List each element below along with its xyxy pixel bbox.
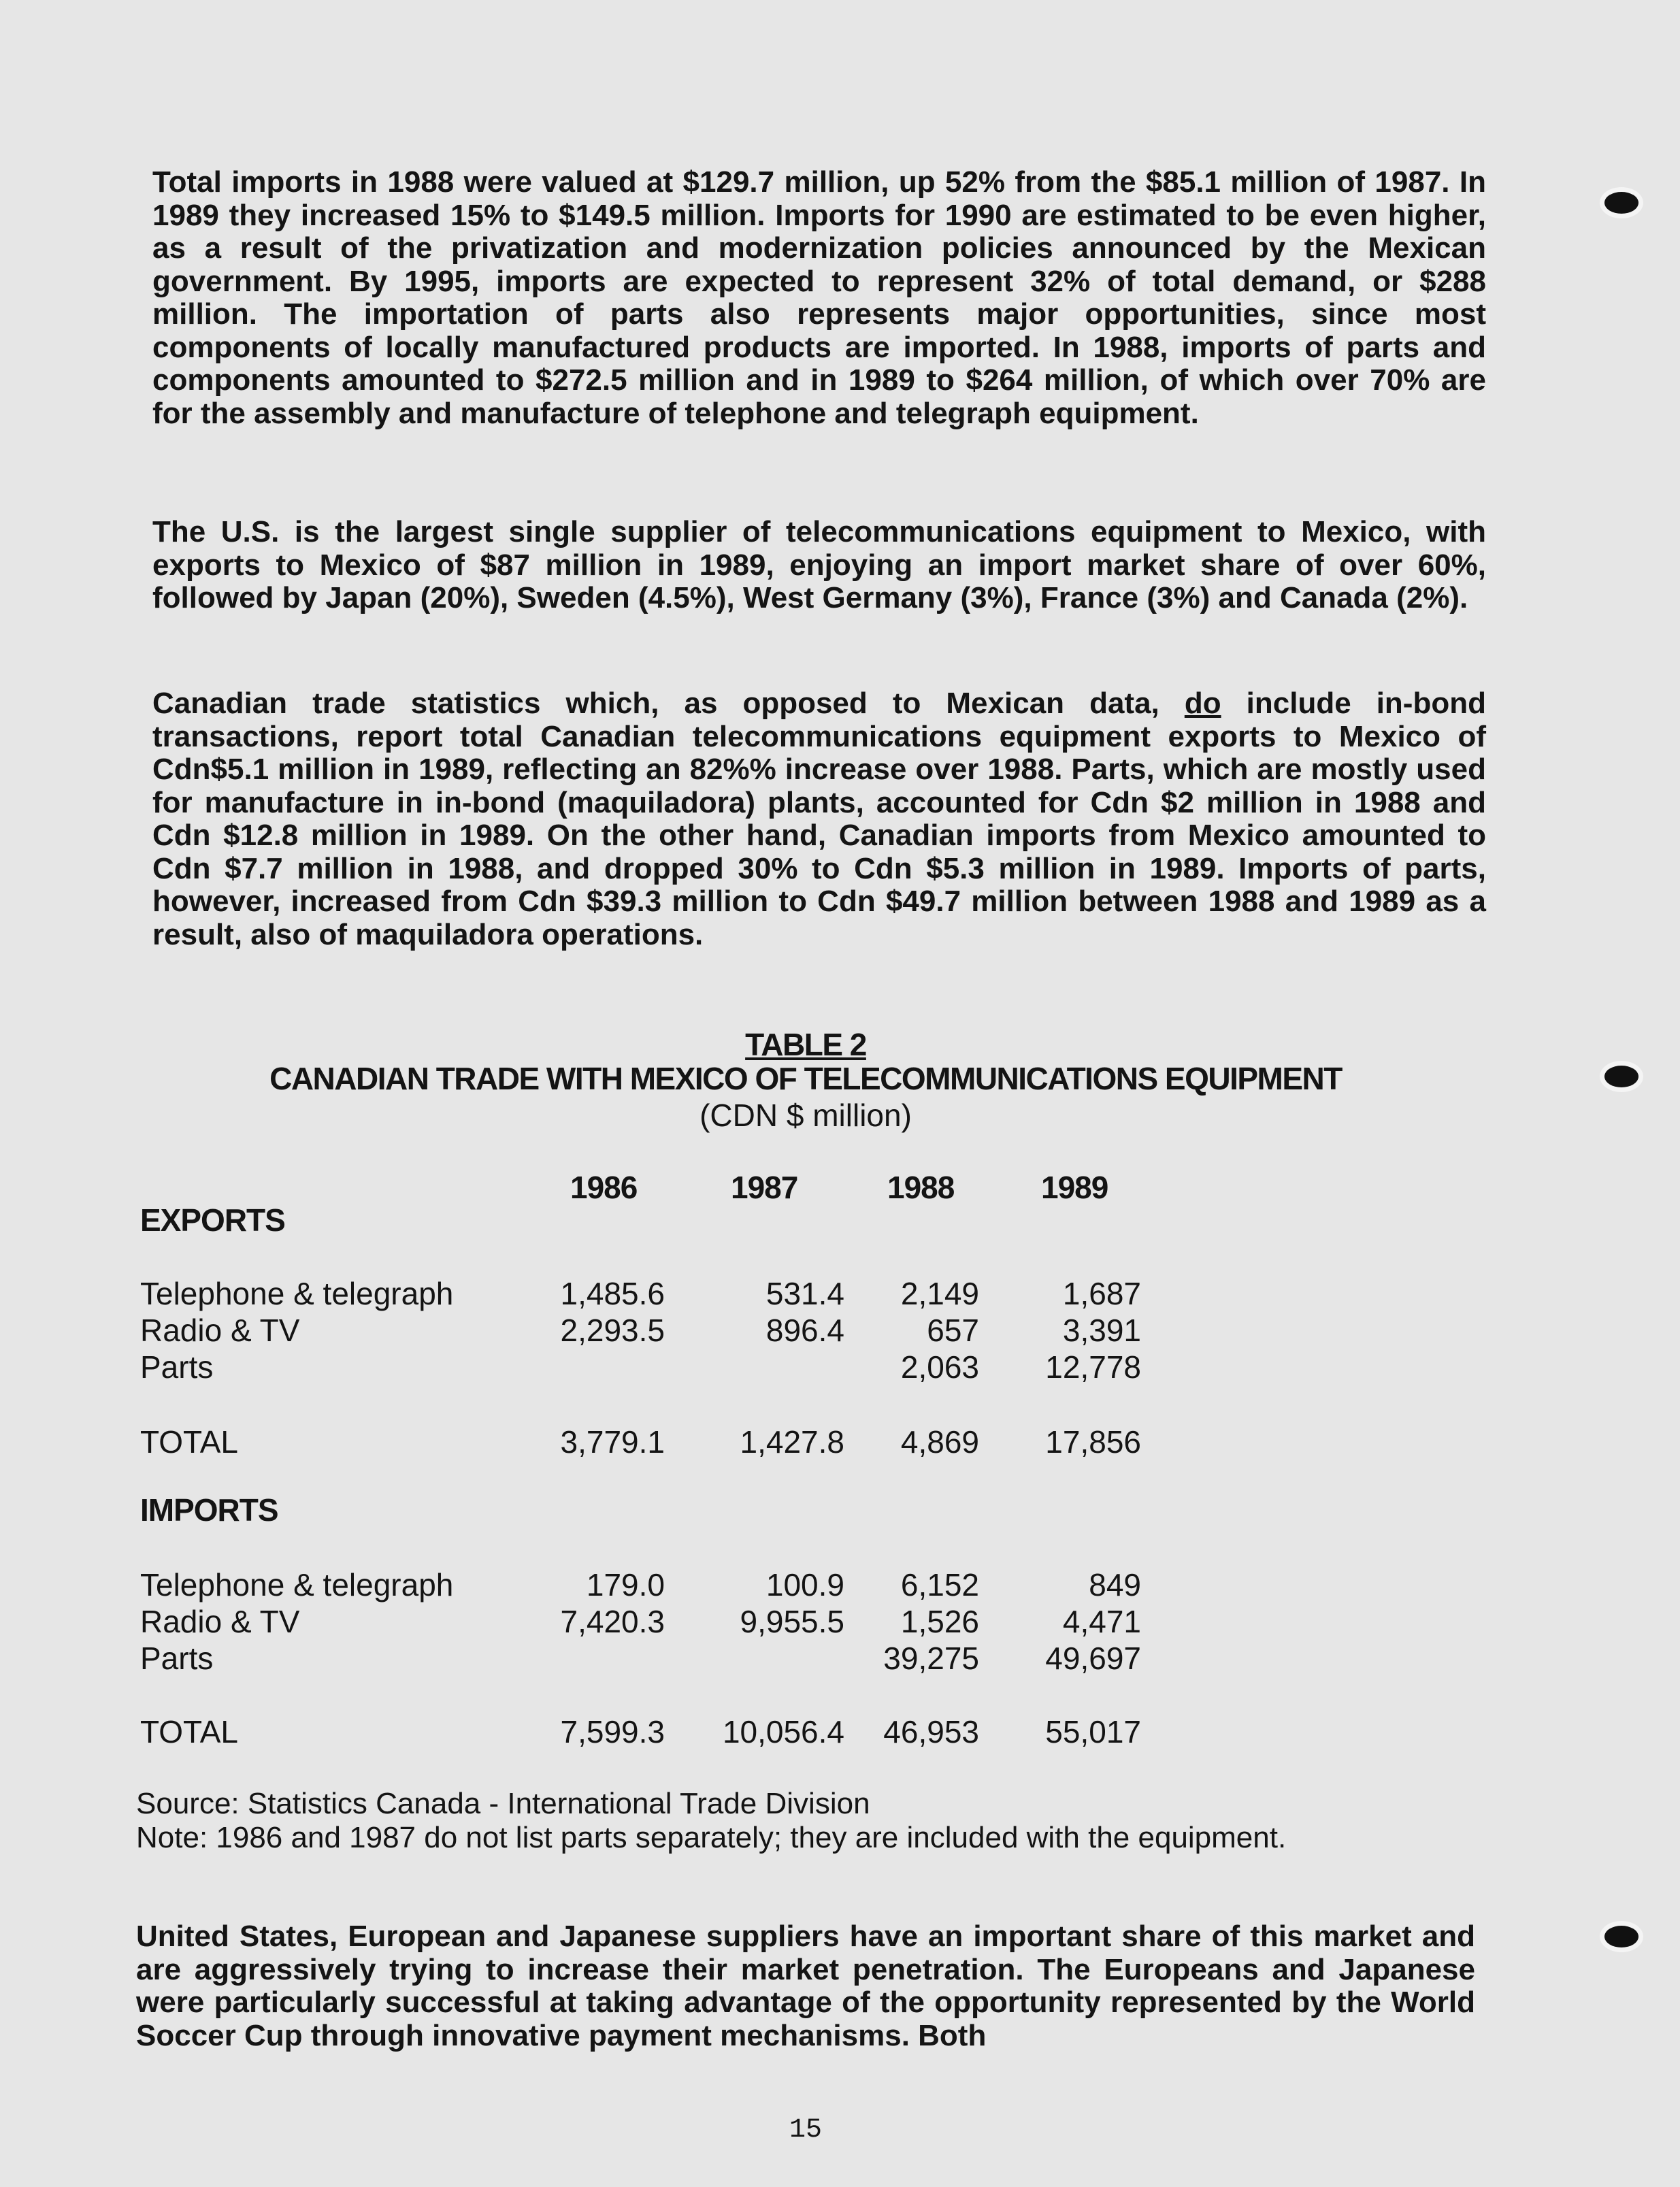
table-cell-total: 1,427.8 [740, 1424, 844, 1460]
table-cell: 1,485.6 [560, 1276, 665, 1311]
table-cell-total: 10,056.4 [722, 1714, 844, 1749]
row-label: Telephone & telegraph [140, 1276, 454, 1311]
table-cell: 2,293.5 [560, 1313, 665, 1348]
col-header-1987: 1987 [731, 1170, 798, 1205]
section-exports: EXPORTS [140, 1202, 285, 1238]
paragraph-us-supplier: The U.S. is the largest single supplier of telecommunications equipment to Mexico, with exports to Mexico of $87 million in 1989, enjoying an import market share of over 60%, followed by Japan (20%), Sweden (4.5%), West Germany (3%), France (3%) and Canada (2%). [152, 515, 1486, 614]
row-label: Radio & TV [140, 1313, 300, 1348]
table-cell: 1,687 [1062, 1276, 1141, 1311]
paragraph-imports-overview: Total imports in 1988 were valued at $129.7 million, up 52% from the $85.1 million of 1987. In 1989 they increased 15% to $149.5 million. Imports for 1990 are estimated to be even higher, as a result of the privatization and modernization policies announced by the Mexican government. By 1995, imports are expected to represent 32% of total demand, or $288 million. The importation of parts also represents major opportunities, since most components of locally manufactured products are imported. In 1988, imports of parts and components amounted to $272.5 million and in 1989 to $264 million, of which over 70% are for the assembly and manufacture of telephone and telegraph equipment. [152, 165, 1486, 430]
row-label: Parts [140, 1349, 214, 1385]
row-label: Telephone & telegraph [140, 1567, 454, 1602]
table-cell: 39,275 [883, 1641, 979, 1676]
table-cell-total: 55,017 [1045, 1714, 1141, 1749]
paragraph-canadian-trade [152, 687, 1486, 951]
paragraph-canadian-trade-part-a: Canadian trade statistics which, as opposed to Mexican data, [152, 687, 1159, 720]
table-cell: 12,778 [1045, 1349, 1141, 1385]
section-imports: IMPORTS [140, 1492, 278, 1528]
table-label: TABLE 2 [745, 1027, 866, 1062]
table-cell-total: 17,856 [1045, 1424, 1141, 1460]
table-cell: 6,152 [900, 1567, 979, 1602]
table-cell: 2,149 [900, 1276, 979, 1311]
table-source: Source: Statistics Canada - International Trade Division [136, 1787, 870, 1820]
binder-hole [1604, 1066, 1638, 1087]
table-cell: 100.9 [765, 1567, 844, 1602]
table-cell: 849 [1089, 1567, 1141, 1602]
col-header-1988: 1988 [887, 1170, 955, 1205]
table-cell-total: 7,599.3 [560, 1714, 665, 1749]
paragraph-suppliers: United States, European and Japanese suppliers have an important share of this market and are aggressively trying to increase their market penetration. The Europeans and Japanese were particularly successful at taking advantage of the opportunity represented by the World Soccer Cup through innovative payment mechanisms. Both [136, 1920, 1475, 2052]
table-unit: (CDN $ million) [699, 1098, 912, 1133]
paragraph-canadian-trade-part-b: include in-bond transactions, report total Canadian telecommunications equipment exports to Mexico of Cdn$5.1 million in 1989, reflecting an 82%% increase over 1988. Parts, which are mostly used for manufacture in in-bond (maquiladora) plants, accounted for Cdn $2 million in 1988 and Cdn $12.8 million in 1989. On the other hand, Canadian imports from Mexico amounted to Cdn $7.7 million in 1988, and dropped 30% to Cdn $5.3 million in 1989. Imports of parts, however, increased from Cdn $39.3 million to Cdn $49.7 million between 1988 and 1989 as a result, also of maquiladora operations. [152, 687, 1486, 951]
emphasis-do: do [1184, 687, 1221, 720]
table-cell: 49,697 [1045, 1641, 1141, 1676]
row-label-total: TOTAL [140, 1424, 238, 1460]
col-header-1986: 1986 [570, 1170, 638, 1205]
table-cell: 7,420.3 [560, 1604, 665, 1639]
table-title: CANADIAN TRADE WITH MEXICO OF TELECOMMUNICATIONS EQUIPMENT [269, 1061, 1342, 1096]
table-cell: 3,391 [1062, 1313, 1141, 1348]
table-cell: 179.0 [586, 1567, 665, 1602]
table-cell: 1,526 [900, 1604, 979, 1639]
table-cell-total: 3,779.1 [560, 1424, 665, 1460]
binder-hole [1604, 192, 1638, 214]
table-cell: 9,955.5 [740, 1604, 844, 1639]
table-cell: 4,471 [1062, 1604, 1141, 1639]
table-cell: 657 [927, 1313, 979, 1348]
table-cell: 2,063 [900, 1349, 979, 1385]
page-number: 15 [789, 2115, 823, 2145]
row-label: Radio & TV [140, 1604, 300, 1639]
table-cell: 896.4 [765, 1313, 844, 1348]
table-cell-total: 4,869 [900, 1424, 979, 1460]
row-label: Parts [140, 1641, 214, 1676]
table-cell-total: 46,953 [883, 1714, 979, 1749]
col-header-1989: 1989 [1041, 1170, 1108, 1205]
binder-hole [1604, 1926, 1638, 1947]
table-note: Note: 1986 and 1987 do not list parts separately; they are included with the equipment. [136, 1821, 1287, 1854]
row-label-total: TOTAL [140, 1714, 238, 1749]
table-cell: 531.4 [765, 1276, 844, 1311]
